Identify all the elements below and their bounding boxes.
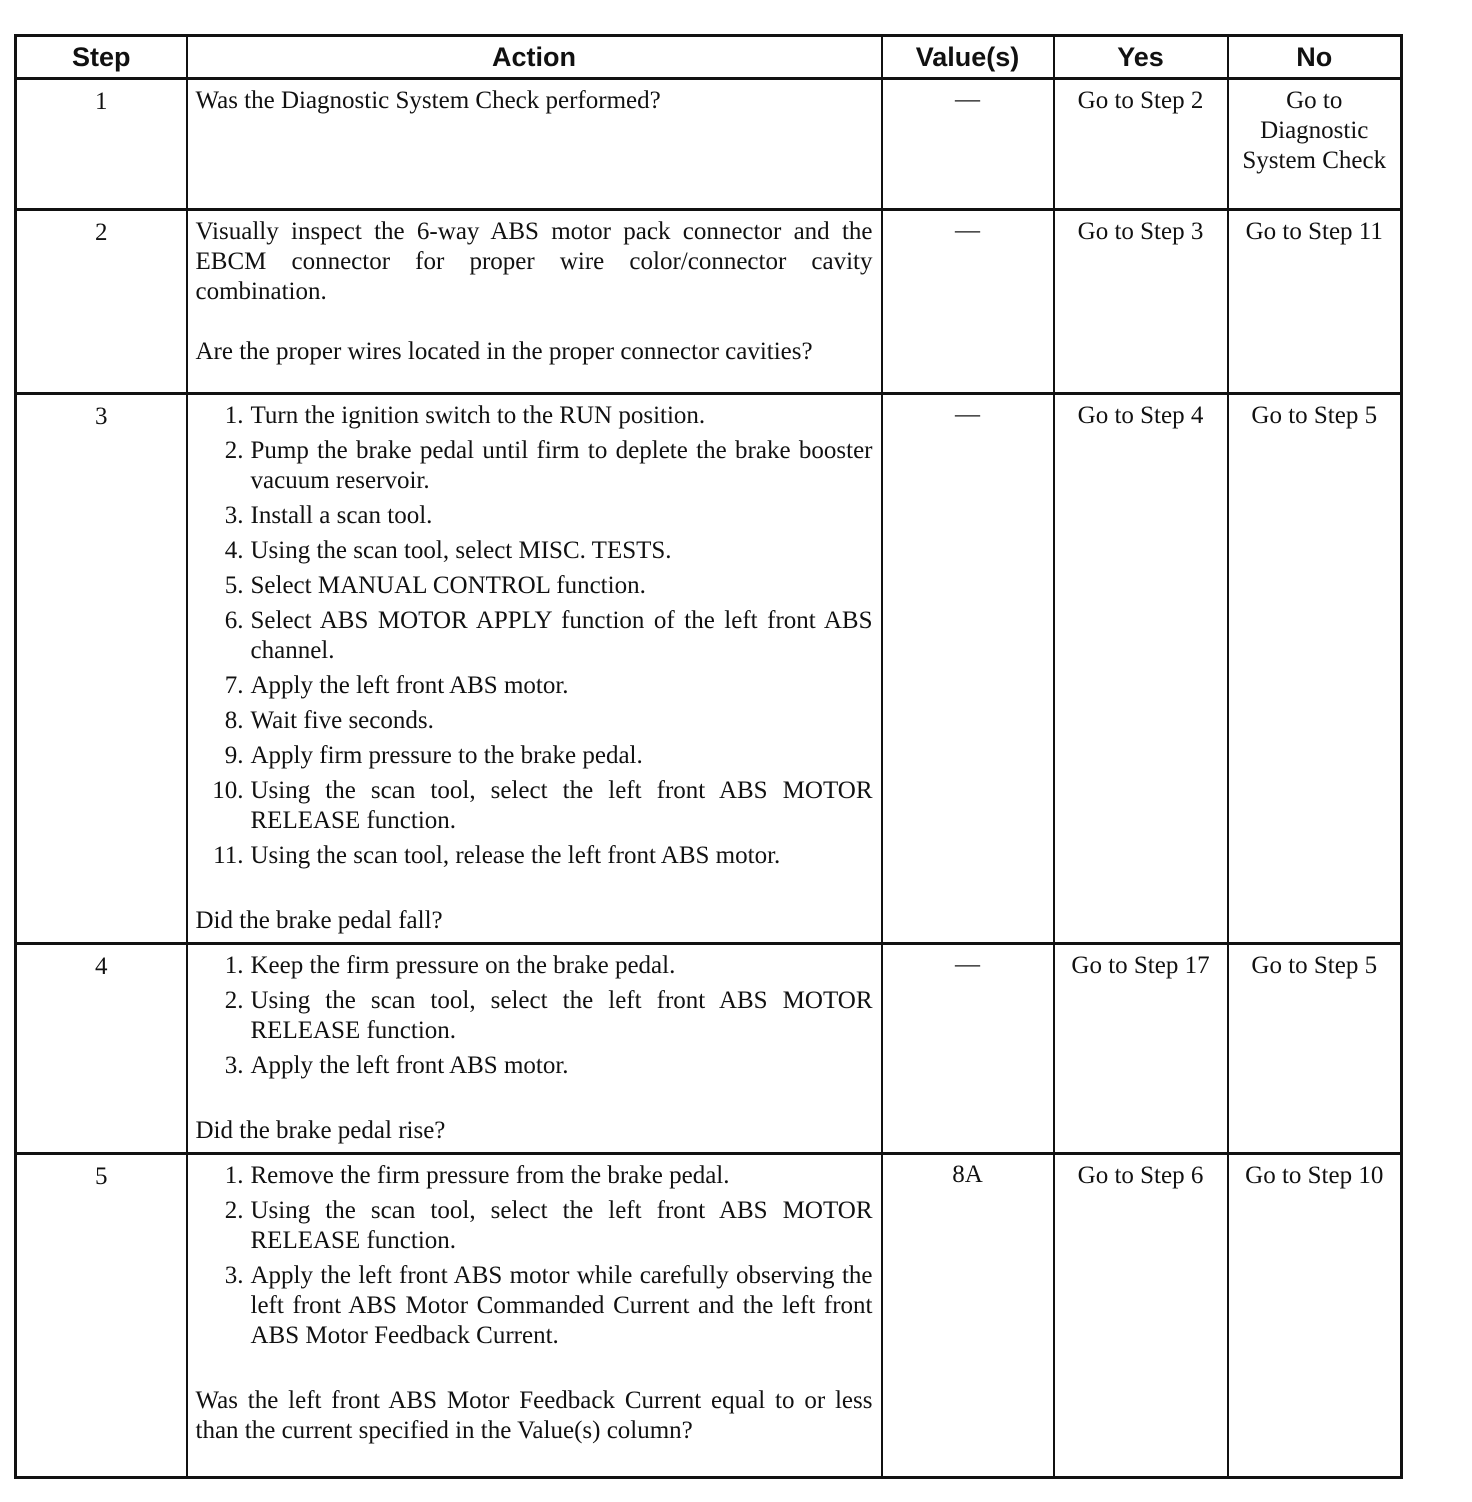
spacer: [196, 876, 873, 906]
action-step-item: [196, 1051, 873, 1081]
action-step-item: [196, 401, 873, 431]
action-step-number: 2.: [224, 1197, 244, 1224]
action-step-number: 3.: [224, 1052, 244, 1079]
yes-cell: Go to Step 6: [1054, 1154, 1228, 1478]
value-cell: —: [882, 210, 1054, 394]
action-step-number: 7.: [224, 672, 244, 699]
action-step-text: Wait five seconds.: [250, 707, 434, 734]
action-step-text: Using the scan tool, select MISC. TESTS.: [250, 537, 672, 564]
action-question: Was the left front ABS Motor Feedback Current equal to or less than the current specified in the Value(s) column?: [195, 1387, 873, 1444]
action-step-number: 9.: [224, 742, 244, 769]
action-step-text: Apply the left front ABS motor.: [250, 672, 569, 699]
action-step-text: Remove the firm pressure from the brake pedal.: [250, 1162, 730, 1189]
value-cell: —: [882, 394, 1054, 944]
action-step-text: Using the scan tool, select the left front ABS MOTOR RELEASE function.: [250, 1197, 873, 1254]
action-question: Are the proper wires located in the proper connector cavities?: [195, 338, 813, 365]
action-text: Visually inspect the 6-way ABS motor pack connector and the EBCM connector for proper wire color/connector cavity combination.: [195, 218, 873, 305]
action-text: Was the Diagnostic System Check performed?: [195, 87, 661, 114]
table-row: [16, 394, 1402, 944]
action-step-text: Install a scan tool.: [250, 502, 433, 529]
action-step-number: 11.: [213, 842, 244, 869]
table-body: [16, 79, 1402, 1478]
action-step-item: [196, 501, 873, 531]
no-cell: Go to Step 5: [1228, 394, 1402, 944]
action-step-number: 2.: [224, 987, 244, 1014]
action-cell: [187, 1154, 882, 1478]
step-number: 5: [16, 1154, 187, 1478]
action-step-number: 2.: [224, 437, 244, 464]
action-step-number: 4.: [224, 537, 244, 564]
action-step-text: Select ABS MOTOR APPLY function of the left front ABS channel.: [250, 607, 873, 664]
yes-cell: Go to Step 2: [1054, 79, 1228, 210]
header-values: Value(s): [882, 36, 1054, 79]
action-step-item: [196, 841, 873, 871]
action-step-item: [196, 706, 873, 736]
action-cell: [187, 394, 882, 944]
action-step-number: 1.: [224, 402, 244, 429]
action-step-text: Apply firm pressure to the brake pedal.: [250, 742, 643, 769]
action-step-number: 1.: [224, 1162, 244, 1189]
spacer: [196, 1086, 873, 1116]
yes-cell: Go to Step 17: [1054, 944, 1228, 1154]
action-cell: [187, 79, 882, 210]
header-no: No: [1228, 36, 1402, 79]
value-cell: 8A: [882, 1154, 1054, 1478]
action-step-text: Apply the left front ABS motor while carefully observing the left front ABS Motor Commanded Current and the left front ABS Motor Feedback Current.: [250, 1262, 873, 1349]
action-step-text: Pump the brake pedal until firm to deplete the brake booster vacuum reservoir.: [250, 437, 873, 494]
action-step-number: 6.: [224, 607, 244, 634]
action-step-item: [196, 741, 873, 771]
table-row: [16, 79, 1402, 210]
action-step-number: 8.: [224, 707, 244, 734]
action-step-number: 1.: [224, 952, 244, 979]
table-row: [16, 210, 1402, 394]
action-step-item: [196, 436, 873, 496]
action-step-item: [196, 951, 873, 981]
action-step-item: [196, 606, 873, 666]
action-step-list: [196, 951, 873, 1081]
table-row: [16, 944, 1402, 1154]
table-row: [16, 1154, 1402, 1478]
step-number: 4: [16, 944, 187, 1154]
action-step-number: 10.: [212, 777, 244, 804]
action-step-number: 5.: [224, 572, 244, 599]
step-number: 1: [16, 79, 187, 210]
action-step-item: [196, 671, 873, 701]
action-step-text: Turn the ignition switch to the RUN position.: [250, 402, 706, 429]
action-question: Did the brake pedal rise?: [195, 1117, 446, 1144]
action-step-item: [196, 776, 873, 836]
action-cell: [187, 210, 882, 394]
spacer: [196, 307, 873, 337]
header-action: Action: [187, 36, 882, 79]
action-step-text: Using the scan tool, release the left front ABS motor.: [250, 842, 781, 869]
header-step: Step: [16, 36, 187, 79]
yes-cell: Go to Step 4: [1054, 394, 1228, 944]
no-cell: Go to Step 5: [1228, 944, 1402, 1154]
action-step-list: [196, 401, 873, 871]
action-step-item: [196, 1261, 873, 1351]
action-step-number: 3.: [224, 1262, 244, 1289]
action-step-text: Keep the firm pressure on the brake pedal.: [250, 952, 676, 979]
action-step-text: Apply the left front ABS motor.: [250, 1052, 569, 1079]
action-step-item: [196, 1196, 873, 1256]
no-cell: Go to Step 10: [1228, 1154, 1402, 1478]
value-cell: —: [882, 944, 1054, 1154]
action-step-text: Using the scan tool, select the left front ABS MOTOR RELEASE function.: [250, 987, 873, 1044]
spacer: [196, 1356, 873, 1386]
header-yes: Yes: [1054, 36, 1228, 79]
action-step-item: [196, 1161, 873, 1191]
yes-cell: Go to Step 3: [1054, 210, 1228, 394]
action-step-item: [196, 571, 873, 601]
action-step-item: [196, 986, 873, 1046]
action-question: Did the brake pedal fall?: [195, 907, 443, 934]
step-number: 3: [16, 394, 187, 944]
action-step-text: Using the scan tool, select the left front ABS MOTOR RELEASE function.: [250, 777, 873, 834]
action-step-item: [196, 536, 873, 566]
no-cell: Go to Diagnostic System Check: [1228, 79, 1402, 210]
action-step-number: 3.: [224, 502, 244, 529]
step-number: 2: [16, 210, 187, 394]
action-step-text: Select MANUAL CONTROL function.: [250, 572, 646, 599]
action-step-list: [196, 1161, 873, 1351]
diagnostic-table: [14, 34, 1403, 1479]
action-cell: [187, 944, 882, 1154]
value-cell: —: [882, 79, 1054, 210]
no-cell: Go to Step 11: [1228, 210, 1402, 394]
header-row: [16, 36, 1402, 79]
